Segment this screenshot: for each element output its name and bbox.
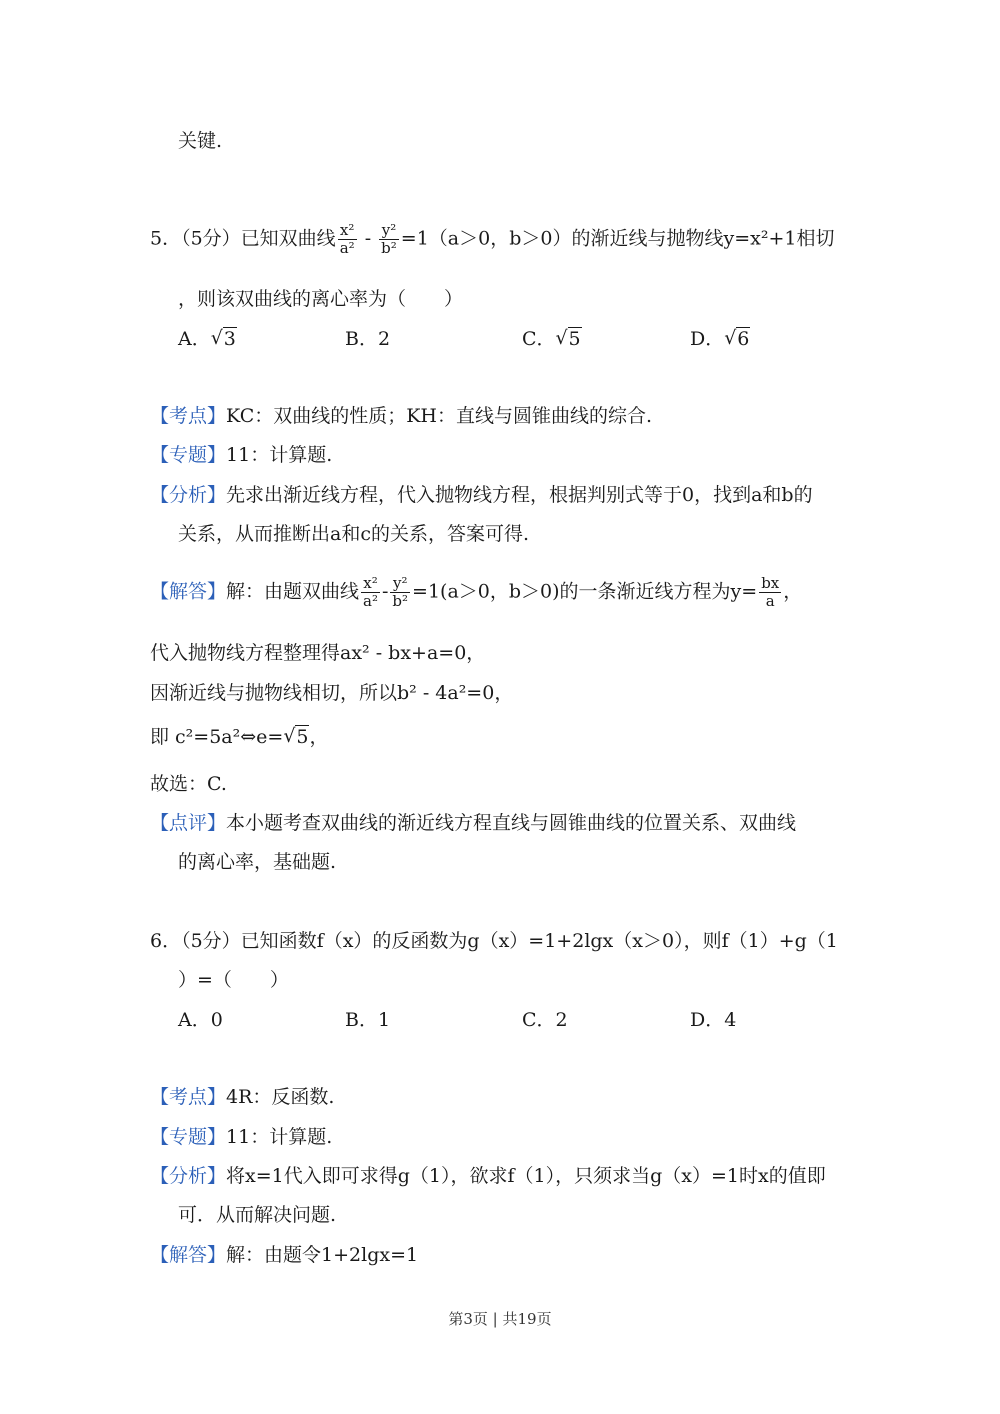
- q5-step1: 代入抛物线方程整理得ax² - bx+a=0，: [150, 642, 486, 664]
- q5-option-c[interactable]: C．√ 5: [522, 326, 582, 352]
- q5-zhuanti: 【专题】11：计算题.: [150, 444, 333, 466]
- q5-fenxi: 【分析】先求出渐近线方程，代入抛物线方程，根据判别式等于0，找到a和b的: [150, 484, 813, 506]
- q5-jieda: 【解答】解：由题双曲线 $\frac{\text{x²}}{\text{a²}}$ - $\frac{\text{y²}}{\text{b²}}$ =1(a＞0，b＞0)的一条渐近线方程为y= $\frac{bx}{a}$ ，: [150, 574, 803, 610]
- q6-option-c[interactable]: C．2: [522, 1009, 568, 1031]
- q6-fenxi: 【分析】将x=1代入即可求得g（1），欲求f（1），只须求当g（x）=1时x的值即: [150, 1165, 826, 1187]
- q5-frac-y: $\frac{\text{y²}}{\text{b²}}$: [381, 221, 397, 257]
- q5-fenxi-cont: 关系，从而推断出a和c的关系，答案可得.: [178, 523, 530, 545]
- q5-option-a[interactable]: A．√ 3: [178, 326, 237, 352]
- q5-suffix: =1（a＞0，b＞0）的渐近线与抛物线y=x²+1相切: [400, 227, 835, 250]
- q6-kaodian: 【考点】4R：反函数.: [150, 1086, 335, 1108]
- intro-text: 关键.: [178, 130, 223, 152]
- q5-option-b[interactable]: B．2: [345, 328, 391, 350]
- q5-dianping-cont: 的离心率，基础题.: [178, 851, 337, 873]
- q5-prefix: 5．（5分）已知双曲线: [150, 227, 336, 250]
- q5-kaodian: 【考点】KC：双曲线的性质；KH：直线与圆锥曲线的综合.: [150, 405, 653, 427]
- q5-option-d[interactable]: D．√ 6: [690, 326, 750, 352]
- q6-option-b[interactable]: B．1: [345, 1009, 391, 1031]
- q6-stem-line1: 6．（5分）已知函数f（x）的反函数为g（x）=1+2lgx（x＞0），则f（1）+g（1: [150, 930, 838, 952]
- q6-option-a[interactable]: A．0: [178, 1009, 223, 1031]
- q6-stem-line2: ）=（ ）: [178, 969, 289, 991]
- q5-stem-line2: ，则该双曲线的离心率为（ ）: [178, 288, 464, 310]
- q6-option-d[interactable]: D．4: [690, 1009, 737, 1031]
- q5-frac-x: $\frac{\text{x²}}{\text{a²}}$: [339, 221, 355, 257]
- q6-jieda: 【解答】解：由题令1+2lgx=1: [150, 1244, 419, 1266]
- q6-fenxi-cont: 可．从而解决问题.: [178, 1204, 337, 1226]
- q6-zhuanti: 【专题】11：计算题.: [150, 1126, 333, 1148]
- q5-step3: 即 c²=5a²⇔e=√ 5，: [150, 724, 328, 750]
- q5-dianping: 【点评】本小题考查双曲线的渐近线方程直线与圆锥曲线的位置关系、双曲线: [150, 812, 797, 834]
- q5-step2: 因渐近线与抛物线相切，所以b² - 4a²=0，: [150, 682, 514, 704]
- page-footer: 第3页 | 共19页: [448, 1310, 552, 1328]
- q5-guxuan: 故选：C.: [150, 773, 227, 795]
- q5-stem-line1: 5．（5分）已知双曲线 $\frac{\text{x²}}{\text{a²}}$ - $\frac{\text{y²}}{\text{b²}}$ =1（a＞0，b＞0）的渐近线与抛物线y=x²+1相切: [150, 221, 835, 257]
